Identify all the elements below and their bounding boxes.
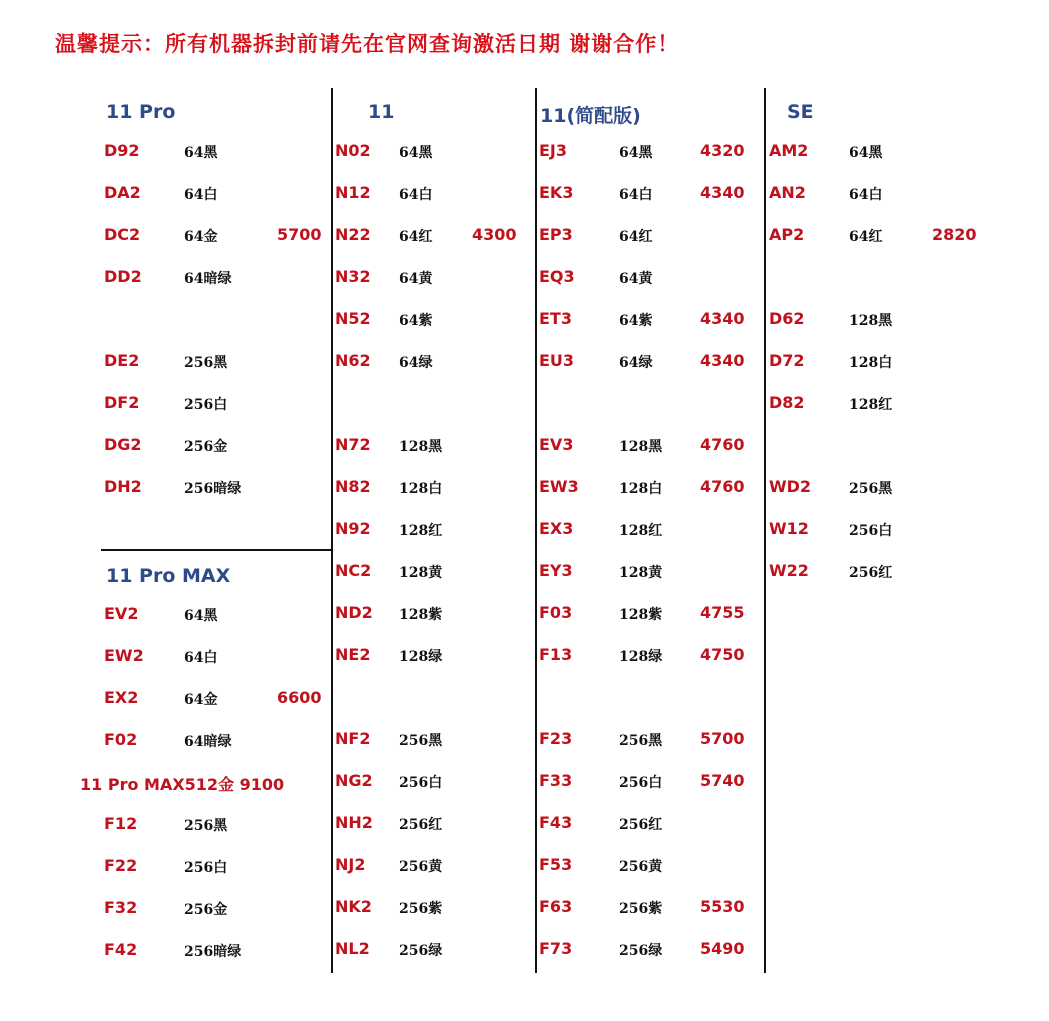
model-code: NE2 — [335, 645, 371, 664]
model-spec: 64白 — [849, 187, 883, 203]
section-title-se: SE — [787, 101, 814, 123]
model-spec: 256绿 — [619, 943, 663, 959]
model-price: 6600 — [277, 688, 322, 707]
model-spec: 64金 — [184, 229, 218, 245]
model-spec: 128黑 — [619, 439, 663, 455]
model-price: 4760 — [700, 477, 745, 496]
model-spec: 64黑 — [184, 608, 218, 624]
model-spec: 128黄 — [619, 565, 663, 581]
model-code: EV2 — [104, 604, 139, 623]
model-code: F33 — [539, 771, 573, 790]
model-spec: 256白 — [184, 860, 228, 876]
model-spec: 64黑 — [399, 145, 433, 161]
model-code: EJ3 — [539, 141, 568, 160]
model-code: ET3 — [539, 309, 572, 328]
model-spec: 64白 — [619, 187, 653, 203]
model-code: D82 — [769, 393, 805, 412]
model-code: D62 — [769, 309, 805, 328]
column-divider — [535, 88, 537, 973]
model-code: DG2 — [104, 435, 142, 454]
section-title-11: 11 — [368, 101, 395, 123]
model-code: F12 — [104, 814, 138, 833]
model-spec: 64白 — [184, 650, 218, 666]
model-spec: 128黑 — [849, 313, 893, 329]
model-code: NL2 — [335, 939, 370, 958]
warning-notice: 温馨提示：所有机器拆封前请先在官网查询激活日期 谢谢合作！ — [55, 31, 680, 56]
model-spec: 64紫 — [399, 313, 433, 329]
model-spec: 64绿 — [399, 355, 433, 371]
column-divider — [764, 88, 766, 973]
model-code: F02 — [104, 730, 138, 749]
model-price: 5740 — [700, 771, 745, 790]
model-code: N52 — [335, 309, 371, 328]
model-code: AN2 — [769, 183, 806, 202]
section-divider — [101, 549, 331, 551]
section-title-11-pro: 11 Pro — [106, 101, 176, 123]
model-spec: 256暗绿 — [184, 944, 242, 960]
model-spec: 128红 — [849, 397, 893, 413]
model-code: EX2 — [104, 688, 139, 707]
model-spec: 64黄 — [399, 271, 433, 287]
model-code: N02 — [335, 141, 371, 160]
model-price: 4320 — [700, 141, 745, 160]
model-spec: 256黄 — [619, 859, 663, 875]
model-spec: 64金 — [184, 692, 218, 708]
model-spec: 64紫 — [619, 313, 653, 329]
model-code: NG2 — [335, 771, 373, 790]
model-spec: 256黑 — [849, 481, 893, 497]
model-spec: 64红 — [619, 229, 653, 245]
model-code: N92 — [335, 519, 371, 538]
model-code: W12 — [769, 519, 809, 538]
model-code: N12 — [335, 183, 371, 202]
model-spec: 128黄 — [399, 565, 443, 581]
model-spec: 256紫 — [399, 901, 443, 917]
model-code: F63 — [539, 897, 573, 916]
model-spec: 64黑 — [184, 145, 218, 161]
model-spec: 64白 — [184, 187, 218, 203]
model-spec: 64红 — [399, 229, 433, 245]
model-spec: 256白 — [849, 523, 893, 539]
model-spec: 256红 — [619, 817, 663, 833]
model-code: N82 — [335, 477, 371, 496]
model-price: 5530 — [700, 897, 745, 916]
model-code: DA2 — [104, 183, 141, 202]
model-price: 4340 — [700, 351, 745, 370]
model-price: 4340 — [700, 309, 745, 328]
model-code: AP2 — [769, 225, 805, 244]
model-spec: 64红 — [849, 229, 883, 245]
model-code: AM2 — [769, 141, 809, 160]
model-spec: 128绿 — [619, 649, 663, 665]
model-code: F73 — [539, 939, 573, 958]
section-title-11-pro-max: 11 Pro MAX — [106, 565, 231, 587]
model-code: DH2 — [104, 477, 142, 496]
model-spec: 256金 — [184, 902, 228, 918]
model-price: 5700 — [277, 225, 322, 244]
model-spec: 64暗绿 — [184, 271, 232, 287]
model-spec: 128白 — [619, 481, 663, 497]
model-spec: 256绿 — [399, 943, 443, 959]
model-code: N62 — [335, 351, 371, 370]
model-price: 5490 — [700, 939, 745, 958]
model-spec: 256黑 — [184, 818, 228, 834]
model-spec: 128白 — [849, 355, 893, 371]
model-spec: 256红 — [849, 565, 893, 581]
model-spec: 64黑 — [619, 145, 653, 161]
model-spec: 256白 — [399, 775, 443, 791]
model-spec: 256红 — [399, 817, 443, 833]
model-code: DD2 — [104, 267, 142, 286]
model-spec: 128红 — [399, 523, 443, 539]
model-spec: 256白 — [184, 397, 228, 413]
model-code: D72 — [769, 351, 805, 370]
model-spec: 128紫 — [399, 607, 443, 623]
model-code: F03 — [539, 603, 573, 622]
model-code: NH2 — [335, 813, 373, 832]
model-code: DF2 — [104, 393, 140, 412]
model-spec: 64暗绿 — [184, 734, 232, 750]
model-code: EX3 — [539, 519, 574, 538]
model-spec: 64绿 — [619, 355, 653, 371]
model-price: 4750 — [700, 645, 745, 664]
model-code: ND2 — [335, 603, 373, 622]
section-title-11-simple: 11(简配版) — [540, 105, 641, 127]
model-code: W22 — [769, 561, 809, 580]
model-code: NC2 — [335, 561, 372, 580]
model-code: EK3 — [539, 183, 574, 202]
model-code: EU3 — [539, 351, 575, 370]
model-code: NK2 — [335, 897, 372, 916]
model-code: WD2 — [769, 477, 812, 496]
model-spec: 64黑 — [849, 145, 883, 161]
model-code: N72 — [335, 435, 371, 454]
model-code: F42 — [104, 940, 138, 959]
model-price: 2820 — [932, 225, 977, 244]
model-spec: 256金 — [184, 439, 228, 455]
model-price: 4300 — [472, 225, 517, 244]
model-spec: 64白 — [399, 187, 433, 203]
model-code: F53 — [539, 855, 573, 874]
model-spec: 256黑 — [184, 355, 228, 371]
model-code: N32 — [335, 267, 371, 286]
model-spec: 128紫 — [619, 607, 663, 623]
model-code: EY3 — [539, 561, 573, 580]
model-code: EW2 — [104, 646, 144, 665]
model-spec: 256白 — [619, 775, 663, 791]
model-spec: 256黑 — [399, 733, 443, 749]
model-code: EV3 — [539, 435, 574, 454]
model-spec: 128白 — [399, 481, 443, 497]
model-code: EQ3 — [539, 267, 575, 286]
model-code: EW3 — [539, 477, 579, 496]
model-spec: 128绿 — [399, 649, 443, 665]
model-price: 4340 — [700, 183, 745, 202]
column-divider — [331, 88, 333, 973]
model-spec: 256暗绿 — [184, 481, 242, 497]
special-price-line: 11 Pro MAX512金 9100 — [80, 775, 285, 794]
model-code: F23 — [539, 729, 573, 748]
model-spec: 256黄 — [399, 859, 443, 875]
model-code: F43 — [539, 813, 573, 832]
model-code: NJ2 — [335, 855, 366, 874]
model-spec: 128红 — [619, 523, 663, 539]
model-code: F22 — [104, 856, 138, 875]
model-spec: 256黑 — [619, 733, 663, 749]
model-code: F13 — [539, 645, 573, 664]
model-spec: 256紫 — [619, 901, 663, 917]
model-code: NF2 — [335, 729, 371, 748]
model-price: 4755 — [700, 603, 745, 622]
model-price: 4760 — [700, 435, 745, 454]
model-code: DC2 — [104, 225, 141, 244]
model-code: EP3 — [539, 225, 573, 244]
model-spec: 128黑 — [399, 439, 443, 455]
model-code: D92 — [104, 141, 140, 160]
model-code: N22 — [335, 225, 371, 244]
model-code: F32 — [104, 898, 138, 917]
model-price: 5700 — [700, 729, 745, 748]
model-spec: 64黄 — [619, 271, 653, 287]
model-code: DE2 — [104, 351, 140, 370]
